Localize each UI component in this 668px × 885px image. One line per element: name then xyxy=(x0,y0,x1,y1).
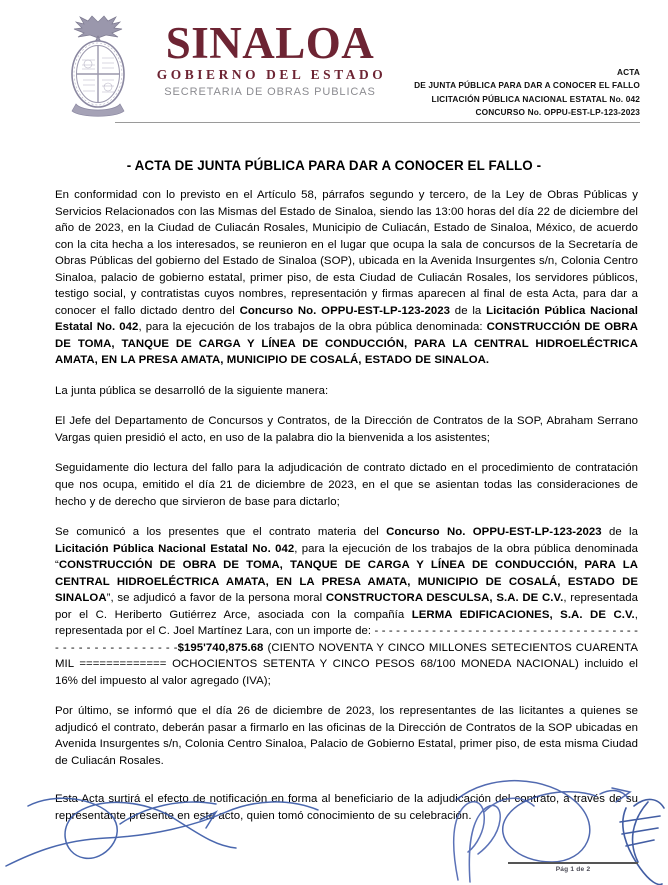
brand-title: SINALOA xyxy=(165,18,375,68)
p5-licitacion-bold: Licitación Pública Nacional Estatal No. 042 xyxy=(55,542,295,555)
p5-equals-filler: ============= xyxy=(79,658,167,671)
paragraph-desarrollo: La junta pública se desarrolló de la siguiente manera: xyxy=(55,384,329,397)
paragraph-antecedentes xyxy=(55,187,638,369)
p5-text-l: (CIENTO NOVENTA Y CINCO MILLONES SETECIENTOS CUARENTA MIL xyxy=(55,641,638,671)
p1-text-e: , para la ejecución de los trabajos de la obra pública denominada: xyxy=(138,321,487,334)
sinaloa-coat-of-arms-icon xyxy=(62,12,134,124)
p1-obra-bold: CONSTRUCCIÓN DE OBRA DE TOMA, TANQUE DE CARGA Y LÍNEA DE CONDUCCIÓN, PARA LA CENTRAL HIDROELÉCTRICA AMATA, EN LA PRESA AMATA, MUNICIPIO DE COSALÁ, ESTADO DE SINALOA. xyxy=(55,321,638,367)
p5-text-e: , para la ejecución de los trabajos de la obra pública denominada “ xyxy=(55,542,638,572)
p5-dash-filler: - - - - - - - - - - - - - - - - - - - - - - - - - - - - - - - - - - - - - - - - - - - - - - - - - - - - - xyxy=(55,625,638,654)
header-meta-acta: ACTA xyxy=(616,67,640,77)
p5-importe-bold: $195'740,875.68 xyxy=(177,641,264,654)
p5-text-c: de la xyxy=(601,526,638,539)
page-number: Pág 1 de 2 xyxy=(555,866,591,873)
brand-subtitle: GOBIERNO DEL ESTADO xyxy=(156,67,387,83)
p5-text-a: Se comunicó a los presentes que el contrato materia del xyxy=(55,526,387,539)
brand-department: SECRETARIA DE OBRAS PUBLICAS xyxy=(164,86,376,99)
p5-text-g: ”, se adjudicó a favor de la persona moral xyxy=(106,592,326,605)
paragraph-bienvenida: El Jefe del Departamento de Concursos y Contratos, de la Dirección de Contratos de la SOP, Abraham Serrano Vargas quien presidió el acto, en uso de la palabra dio la bienvenida a los asistentes; xyxy=(55,415,638,444)
p5-concurso-bold: Concurso No. OPPU-EST-LP-123-2023 xyxy=(386,526,602,539)
footer-divider xyxy=(508,862,638,864)
document-header xyxy=(0,0,668,140)
header-meta-concurso: CONCURSO No. OPPU-EST-LP-123-2023 xyxy=(475,107,640,118)
p5-empresa1-bold: CONSTRUCTORA DESCULSA, S.A. DE C.V. xyxy=(325,592,564,605)
p5-text-k: , representada por el C. Joel Martínez Lara, con un importe de: xyxy=(55,608,638,638)
p5-text-i: , representada por el C. Heriberto Gutiérrez Arce, asociada con la compañía xyxy=(55,592,638,621)
paragraph-adjudicacion xyxy=(55,524,638,689)
p5-empresa2-bold: LERMA EDIFICACIONES, S.A. DE C.V. xyxy=(411,608,635,621)
p1-text-a: En conformidad con lo previsto en el Artículo 58, párrafos segundo y tercero, de la Ley de Obras Públicas y Servicios Relacionados con las Mismas del Estado de Sinaloa, siendo las 13:00 horas del día 22 de diciembre del año de 2023, en la Ciudad de Culiacán Rosales, Municipio de Culiacán, Estado de Sinaloa, México, de acuerdo con la cita hecha a los interesados, se reunieron en el lugar que ocupa la sala de concursos de la Secretaría de Obras Públicas del gobierno del Estado de Sinaloa (SOP), ubicada en la Avenida Insurgentes s/n, Colonia Centro Sinaloa, palacio de gobierno estatal, primer piso, de esta Ciudad de Culiacán Rosales, los servidores públicos, testigo social, y contratistas cuyos nombres, representación y firmas aparecen al final de esta Acta, para dar a conocer el fallo dictado dentro del xyxy=(55,189,638,317)
header-meta-licitacion: LICITACIÓN PÚBLICA NACIONAL ESTATAL No. 042 xyxy=(431,93,640,104)
paragraph-notificacion: Esta Acta surtirá el efecto de notificación en forma al beneficiario de la adjudicación del contrato, a través de su representante presente en este acto, quien tomó conocimiento de su celebración. xyxy=(55,793,638,822)
p5-obra-bold: CONSTRUCCIÓN DE OBRA DE TOMA, TANQUE DE CARGA Y LÍNEA DE CONDUCCIÓN, PARA LA CENTRAL HIDROELÉCTRICA AMATA, EN LA PRESA AMATA, MUNICIPIO DE COSALÁ, ESTADO DE SINALOA xyxy=(55,559,638,605)
p1-text-c: de la xyxy=(450,304,487,317)
header-meta-subject: DE JUNTA PÚBLICA PARA DAR A CONOCER EL FALLO xyxy=(414,80,640,91)
header-divider xyxy=(115,122,640,123)
paragraph-lectura-fallo: Seguidamente dio lectura del fallo para la adjudicación de contrato dictado en el procedimiento de contratación que nos ocupa, emitido el día 21 de diciembre de 2023, en el que se asientan todas las consideraciones de hecho y de derecho que sirvieron de base para dictarlo; xyxy=(55,462,638,508)
header-meta-block xyxy=(414,66,640,120)
brand-block xyxy=(140,18,400,99)
paragraph-firma-contrato: Por último, se informó que el día 26 de diciembre de 2023, los representantes de las licitantes a quienes se adjudicó el contrato, deberán pasar a firmarlo en las oficinas de la Dirección de Contratos de la SOP ubicadas en Avenida Insurgentes s/n, Colonia Centro Sinaloa, Palacio de Gobierno Estatal, primer piso, de esta misma Ciudad de Culiacán Rosales. xyxy=(55,705,638,767)
page-title: - ACTA DE JUNTA PÚBLICA PARA DAR A CONOCER EL FALLO - xyxy=(126,158,542,173)
p1-concurso-bold: Concurso No. OPPU-EST-LP-123-2023 xyxy=(239,304,451,317)
p1-licitacion-bold: Licitación Pública Nacional Estatal No. 042 xyxy=(55,304,638,334)
p5-text-m: OCHOCIENTOS SETENTA Y CINCO PESOS 68/100 MONEDA NACIONAL) incluido el 16% del impuesto al valor agregado (IVA); xyxy=(55,658,638,687)
document-body xyxy=(0,187,668,825)
